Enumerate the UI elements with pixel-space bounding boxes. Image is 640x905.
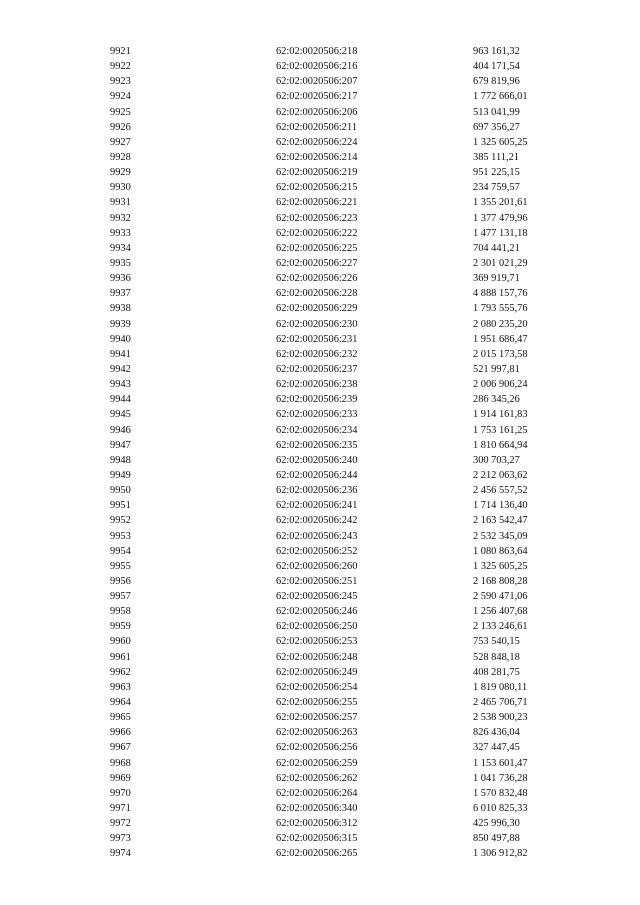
row-number: 9973 xyxy=(110,833,131,845)
row-number: 9935 xyxy=(110,257,131,269)
row-number: 9963 xyxy=(110,681,131,693)
cadastral-value-table xyxy=(0,44,640,862)
table-row xyxy=(0,423,640,438)
cadastral-value: 1 914 161,83 xyxy=(473,409,528,421)
cadastral-number: 62:02:0020506:236 xyxy=(276,485,358,497)
cadastral-number: 62:02:0020506:250 xyxy=(276,621,358,633)
row-number: 9944 xyxy=(110,394,131,406)
cadastral-value: 404 171,54 xyxy=(473,61,520,73)
row-number: 9966 xyxy=(110,727,131,739)
cadastral-value: 2 080 235,20 xyxy=(473,318,528,330)
cadastral-value: 521 997,81 xyxy=(473,363,520,375)
table-row xyxy=(0,211,640,226)
cadastral-number: 62:02:0020506:219 xyxy=(276,167,358,179)
cadastral-number: 62:02:0020506:207 xyxy=(276,76,358,88)
row-number: 9972 xyxy=(110,818,131,830)
cadastral-value: 1 819 080,11 xyxy=(473,681,528,693)
cadastral-number: 62:02:0020506:218 xyxy=(276,46,358,57)
table-row xyxy=(0,468,640,483)
cadastral-value: 1 355 201,61 xyxy=(473,197,528,209)
cadastral-number: 62:02:0020506:257 xyxy=(276,712,358,724)
table-row xyxy=(0,604,640,619)
cadastral-number: 62:02:0020506:231 xyxy=(276,333,358,345)
cadastral-number: 62:02:0020506:206 xyxy=(276,106,358,118)
row-number: 9958 xyxy=(110,606,131,618)
cadastral-value: 1 772 666,01 xyxy=(473,91,528,103)
cadastral-value: 234 759,57 xyxy=(473,182,520,194)
cadastral-number: 62:02:0020506:260 xyxy=(276,560,358,572)
table-row xyxy=(0,89,640,104)
row-number: 9971 xyxy=(110,803,131,815)
row-number: 9937 xyxy=(110,288,131,300)
cadastral-value: 963 161,32 xyxy=(473,46,520,57)
cadastral-value: 826 436,04 xyxy=(473,727,520,739)
cadastral-number: 62:02:0020506:263 xyxy=(276,727,358,739)
row-number: 9947 xyxy=(110,439,131,451)
table-row xyxy=(0,271,640,286)
cadastral-number: 62:02:0020506:211 xyxy=(276,121,358,133)
cadastral-value: 2 006 906,24 xyxy=(473,379,528,391)
cadastral-number: 62:02:0020506:264 xyxy=(276,787,358,799)
row-number: 9970 xyxy=(110,787,131,799)
row-number: 9936 xyxy=(110,273,131,285)
cadastral-number: 62:02:0020506:215 xyxy=(276,182,358,194)
row-number: 9962 xyxy=(110,666,131,678)
table-row xyxy=(0,226,640,241)
cadastral-value: 951 225,15 xyxy=(473,167,520,179)
cadastral-value: 2 168 808,28 xyxy=(473,575,528,587)
cadastral-value: 704 441,21 xyxy=(473,242,520,254)
cadastral-number: 62:02:0020506:234 xyxy=(276,424,358,436)
table-row xyxy=(0,74,640,89)
cadastral-number: 62:02:0020506:265 xyxy=(276,848,358,860)
cadastral-value: 1 080 863,64 xyxy=(473,545,528,557)
cadastral-value: 2 456 557,52 xyxy=(473,485,528,497)
row-number: 9923 xyxy=(110,76,131,88)
row-number: 9929 xyxy=(110,167,131,179)
cadastral-value: 327 447,45 xyxy=(473,742,520,754)
cadastral-number: 62:02:0020506:240 xyxy=(276,454,358,466)
table-row xyxy=(0,650,640,665)
table-row xyxy=(0,816,640,831)
table-row xyxy=(0,498,640,513)
cadastral-number: 62:02:0020506:230 xyxy=(276,318,358,330)
row-number: 9968 xyxy=(110,757,131,769)
row-number: 9928 xyxy=(110,151,131,163)
row-number: 9965 xyxy=(110,712,131,724)
row-number: 9956 xyxy=(110,575,131,587)
table-row xyxy=(0,195,640,210)
table-row xyxy=(0,786,640,801)
cadastral-value: 679 819,96 xyxy=(473,76,520,88)
cadastral-number: 62:02:0020506:312 xyxy=(276,818,358,830)
row-number: 9933 xyxy=(110,227,131,239)
cadastral-value: 300 703,27 xyxy=(473,454,520,466)
cadastral-number: 62:02:0020506:251 xyxy=(276,575,358,587)
row-number: 9960 xyxy=(110,636,131,648)
row-number: 9949 xyxy=(110,469,131,481)
row-number: 9974 xyxy=(110,848,131,860)
cadastral-value: 2 301 021,29 xyxy=(473,257,528,269)
row-number: 9967 xyxy=(110,742,131,754)
row-number: 9932 xyxy=(110,212,131,224)
table-row xyxy=(0,665,640,680)
table-row xyxy=(0,574,640,589)
cadastral-value: 2 538 900,23 xyxy=(473,712,528,724)
row-number: 9922 xyxy=(110,61,131,73)
cadastral-number: 62:02:0020506:237 xyxy=(276,363,358,375)
table-row xyxy=(0,801,640,816)
table-row xyxy=(0,241,640,256)
cadastral-number: 62:02:0020506:225 xyxy=(276,242,358,254)
row-number: 9952 xyxy=(110,515,131,527)
cadastral-value: 850 497,88 xyxy=(473,833,520,845)
cadastral-number: 62:02:0020506:252 xyxy=(276,545,358,557)
row-number: 9942 xyxy=(110,363,131,375)
cadastral-value: 1 325 605,25 xyxy=(473,560,528,572)
table-row xyxy=(0,59,640,74)
cadastral-value: 1 570 832,48 xyxy=(473,787,528,799)
cadastral-value: 4 888 157,76 xyxy=(473,288,528,300)
cadastral-number: 62:02:0020506:223 xyxy=(276,212,358,224)
cadastral-value: 2 465 706,71 xyxy=(473,697,528,709)
cadastral-number: 62:02:0020506:259 xyxy=(276,757,358,769)
row-number: 9964 xyxy=(110,697,131,709)
table-row xyxy=(0,740,640,755)
table-row xyxy=(0,44,640,59)
table-row xyxy=(0,362,640,377)
cadastral-value: 1 793 555,76 xyxy=(473,303,528,315)
row-number: 9926 xyxy=(110,121,131,133)
cadastral-value: 425 996,30 xyxy=(473,818,520,830)
row-number: 9951 xyxy=(110,500,131,512)
row-number: 9945 xyxy=(110,409,131,421)
table-row xyxy=(0,559,640,574)
cadastral-number: 62:02:0020506:232 xyxy=(276,348,358,360)
cadastral-number: 62:02:0020506:221 xyxy=(276,197,358,209)
table-row xyxy=(0,377,640,392)
cadastral-value: 286 345,26 xyxy=(473,394,520,406)
table-row xyxy=(0,453,640,468)
row-number: 9954 xyxy=(110,545,131,557)
row-number: 9939 xyxy=(110,318,131,330)
row-number: 9959 xyxy=(110,621,131,633)
cadastral-number: 62:02:0020506:229 xyxy=(276,303,358,315)
table-row xyxy=(0,317,640,332)
table-row xyxy=(0,180,640,195)
cadastral-number: 62:02:0020506:238 xyxy=(276,379,358,391)
table-row xyxy=(0,392,640,407)
cadastral-value: 1 306 912,82 xyxy=(473,848,528,860)
row-number: 9957 xyxy=(110,591,131,603)
row-number: 9943 xyxy=(110,379,131,391)
cadastral-number: 62:02:0020506:256 xyxy=(276,742,358,754)
table-row xyxy=(0,634,640,649)
cadastral-value: 1 753 161,25 xyxy=(473,424,528,436)
row-number: 9948 xyxy=(110,454,131,466)
table-row xyxy=(0,513,640,528)
table-row xyxy=(0,846,640,861)
cadastral-value: 1 377 479,96 xyxy=(473,212,528,224)
cadastral-number: 62:02:0020506:340 xyxy=(276,803,358,815)
cadastral-number: 62:02:0020506:222 xyxy=(276,227,358,239)
table-row xyxy=(0,483,640,498)
cadastral-number: 62:02:0020506:242 xyxy=(276,515,358,527)
table-row xyxy=(0,710,640,725)
cadastral-number: 62:02:0020506:246 xyxy=(276,606,358,618)
cadastral-number: 62:02:0020506:315 xyxy=(276,833,358,845)
cadastral-value: 2 163 542,47 xyxy=(473,515,528,527)
cadastral-value: 753 540,15 xyxy=(473,636,520,648)
cadastral-number: 62:02:0020506:217 xyxy=(276,91,358,103)
cadastral-value: 2 532 345,09 xyxy=(473,530,528,542)
table-row xyxy=(0,286,640,301)
row-number: 9950 xyxy=(110,485,131,497)
cadastral-value: 1 325 605,25 xyxy=(473,136,528,148)
row-number: 9924 xyxy=(110,91,131,103)
cadastral-value: 2 015 173,58 xyxy=(473,348,528,360)
row-number: 9941 xyxy=(110,348,131,360)
cadastral-number: 62:02:0020506:233 xyxy=(276,409,358,421)
cadastral-number: 62:02:0020506:248 xyxy=(276,651,358,663)
table-row xyxy=(0,347,640,362)
row-number: 9938 xyxy=(110,303,131,315)
row-number: 9930 xyxy=(110,182,131,194)
cadastral-number: 62:02:0020506:253 xyxy=(276,636,358,648)
table-row xyxy=(0,438,640,453)
cadastral-number: 62:02:0020506:262 xyxy=(276,772,358,784)
cadastral-value: 1 714 136,40 xyxy=(473,500,528,512)
cadastral-value: 513 041,99 xyxy=(473,106,520,118)
cadastral-number: 62:02:0020506:239 xyxy=(276,394,358,406)
cadastral-value: 408 281,75 xyxy=(473,666,520,678)
cadastral-value: 1 041 736,28 xyxy=(473,772,528,784)
cadastral-number: 62:02:0020506:241 xyxy=(276,500,358,512)
cadastral-number: 62:02:0020506:227 xyxy=(276,257,358,269)
cadastral-value: 1 153 601,47 xyxy=(473,757,528,769)
table-row xyxy=(0,680,640,695)
table-row xyxy=(0,332,640,347)
cadastral-value: 528 848,18 xyxy=(473,651,520,663)
table-row xyxy=(0,105,640,120)
row-number: 9955 xyxy=(110,560,131,572)
cadastral-value: 1 477 131,18 xyxy=(473,227,528,239)
row-number: 9927 xyxy=(110,136,131,148)
table-row xyxy=(0,120,640,135)
cadastral-number: 62:02:0020506:228 xyxy=(276,288,358,300)
table-row xyxy=(0,407,640,422)
table-row xyxy=(0,725,640,740)
cadastral-value: 1 256 407,68 xyxy=(473,606,528,618)
cadastral-number: 62:02:0020506:214 xyxy=(276,151,358,163)
cadastral-value: 1 951 686,47 xyxy=(473,333,528,345)
cadastral-value: 385 111,21 xyxy=(473,151,519,163)
table-row xyxy=(0,165,640,180)
cadastral-number: 62:02:0020506:244 xyxy=(276,469,358,481)
cadastral-value: 1 810 664,94 xyxy=(473,439,528,451)
cadastral-number: 62:02:0020506:243 xyxy=(276,530,358,542)
table-row xyxy=(0,619,640,634)
cadastral-number: 62:02:0020506:216 xyxy=(276,61,358,73)
cadastral-number: 62:02:0020506:255 xyxy=(276,697,358,709)
cadastral-number: 62:02:0020506:224 xyxy=(276,136,358,148)
table-row xyxy=(0,831,640,846)
row-number: 9925 xyxy=(110,106,131,118)
table-row xyxy=(0,150,640,165)
cadastral-value: 2 212 063,62 xyxy=(473,469,528,481)
row-number: 9921 xyxy=(110,46,131,57)
cadastral-value: 2 590 471,06 xyxy=(473,591,528,603)
table-row xyxy=(0,771,640,786)
row-number: 9946 xyxy=(110,424,131,436)
cadastral-number: 62:02:0020506:226 xyxy=(276,273,358,285)
row-number: 9934 xyxy=(110,242,131,254)
row-number: 9931 xyxy=(110,197,131,209)
row-number: 9940 xyxy=(110,333,131,345)
row-number: 9961 xyxy=(110,651,131,663)
table-row xyxy=(0,756,640,771)
row-number: 9953 xyxy=(110,530,131,542)
cadastral-number: 62:02:0020506:245 xyxy=(276,591,358,603)
cadastral-value: 369 919,71 xyxy=(473,273,520,285)
cadastral-value: 697 356,27 xyxy=(473,121,520,133)
cadastral-number: 62:02:0020506:235 xyxy=(276,439,358,451)
cadastral-value: 6 010 825,33 xyxy=(473,803,528,815)
table-row xyxy=(0,544,640,559)
table-row xyxy=(0,589,640,604)
table-row xyxy=(0,256,640,271)
cadastral-number: 62:02:0020506:254 xyxy=(276,681,358,693)
cadastral-value: 2 133 246,61 xyxy=(473,621,528,633)
table-row xyxy=(0,695,640,710)
row-number: 9969 xyxy=(110,772,131,784)
cadastral-number: 62:02:0020506:249 xyxy=(276,666,358,678)
table-row xyxy=(0,135,640,150)
table-row xyxy=(0,301,640,316)
table-row xyxy=(0,529,640,544)
